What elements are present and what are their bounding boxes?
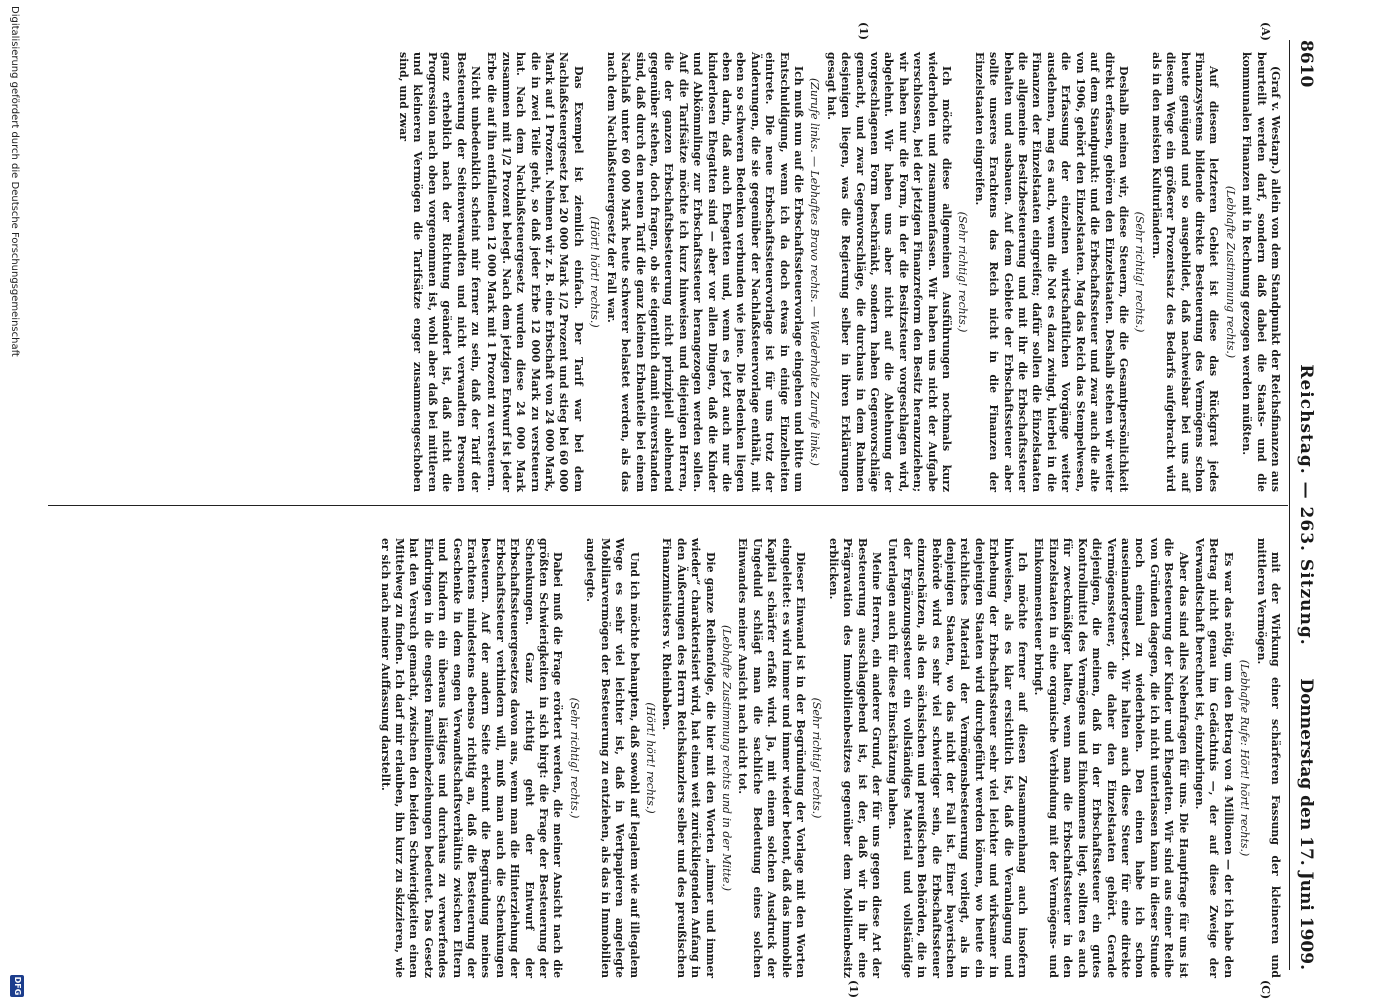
margin-marker-1-right: (1)	[847, 980, 860, 999]
interjection: (Lebhafte Rufe: Hört! hört! rechts.)	[1238, 659, 1252, 857]
interjection: (Sehr richtig! rechts.)	[567, 697, 581, 819]
page-header	[1292, 40, 1322, 970]
session-title: Reichstag. — 263. Sitzung.	[1296, 364, 1316, 646]
paragraph: Aber das sind alles Nebenfragen für uns. Die Hauptfrage für uns ist die Besteuerung der Kinder und Ehegatten. Wir sind aus einer Reihe von Gründen dagegen, die ich nicht unterlassen kann in dieser Stunde noch einmal zu wiederholen. Den einen habe ich schon auseinandergesetzt. Wir halten auch diese Steuer für eine direkte Vermögenssteuer, die daher den Einzelstaaten gehört. Gerade diejenigen, die meinen, daß in der Erbschaftssteuer ein gutes Kontrollmittel des Vermögens und Einkommens liegt, sollten es auch für zweckmäßiger halten, wenn man die Erbschaftssteuer in den Einzelstaaten in eine organische Verbindung mit der Vermögens- und Einkommensteuer bringt.	[1032, 538, 1190, 978]
page-number: 8610	[1296, 40, 1316, 88]
left-column	[394, 52, 1282, 492]
paragraph: Das Exempel ist ziemlich einfach. Der Tarif war bei dem Nachlaßsteuergesetz bei 20 000 Mark 1/2 Prozent und stieg bei 60 000 Mark auf 1 Prozent. Nehmen wir z. B. eine Erbschaft von 24 000 Mark, die in zwei Teile geht, so daß jeder Erbe 12 000 Mark zu versteuern hat. Nach dem Nachlaßsteuergesetz wurden diese 24 000 Mark zusammen mit 1/2 Prozent belegt. Nach dem jetzigen Entwurf ist jeder Erbe die auf ihn entfallenden 12 000 Mark mit 1 Prozent zu versteuern.	[485, 52, 585, 492]
interjection: (Hört! hört! rechts.)	[588, 216, 602, 328]
paragraph: Die ganze Reihenfolge, die hier mit den Worten „immer und immer wieder“ charakterisiert wird, hat einen weit zurückliegenden Anfang in den Äußerungen des Herrn Reichskanzlers selber und des preußischen Finanzministers v. Rheinbaben.	[660, 538, 717, 978]
digitization-credit	[2, 0, 30, 1000]
session-date: Donnerstag den 17. Juni 1909.	[1296, 678, 1316, 970]
paragraph: Auf diesem letzteren Gebiet ist diese das Rückgrat jedes Finanzsystems bildende direkte Besteuerung des Vermögens schon heute genügend und so ausgebildet, daß nachweisbar bei uns auf diesem Wege ein größerer Prozentsatz des Bedarfs aufgebracht wird als in den meisten Kulturländern.	[1149, 52, 1221, 492]
credit-text: Digitalisierung gefördert durch die Deutsche Forschungsgemeinschaft	[9, 6, 20, 357]
interjection: (Hört! hört! rechts.)	[643, 702, 657, 814]
paragraph: Ich möchte diese allgemeinen Ausführungen nochmals kurz wiederholen und zusammenfassen. Wir haben uns nicht der Aufgabe verschlossen, bei der jetzigen Finanzreform den Besitz heranzuziehen; wir haben nur die Form, in der die Besitzsteuer vorgeschlagen wird, abgelehnt. Wir haben uns aber nicht auf die Ablehnung der vorgeschlagenen Form beschränkt, sondern haben Gegenvorschläge gemacht, und zwar Gegenvorschläge, die durchaus in dem Rahmen desjenigen liegen, was die Regierung selber in ihren Erklärungen gesagt hat.	[824, 52, 954, 492]
interjection: (Sehr richtig! rechts.)	[810, 697, 824, 819]
interjection: (Sehr richtig! rechts.)	[1133, 211, 1147, 333]
margin-marker-c: (C)	[1259, 980, 1272, 1000]
paragraph: Meine Herren, ein anderer Grund, der für uns gegen diese Art der Besteuerung ausschlaggebend ist, ist der, daß wir in ihr eine Prägravation des Immobilienbesitzes gegenüber dem Mobilienbesitz erblicken.	[826, 538, 884, 978]
interjection: (Lebhafte Zustimmung rechts.)	[1223, 185, 1237, 359]
paragraph: Ich möchte ferner auf diesen Zusammenhang auch insofern hinweisen, als es klar ersichtlich ist, daß die Veranlagung und Erhebung der Erbschaftssteuer sehr viel leichter und wirksamer in denjenigen Staaten wird durchgeführt werden können, wo heute ein reichliches Material der Vermögensbesteuerung vorliegt, als in denjenigen Staaten, wo das nicht der Fall ist. Einer bayerischen Behörde wird es sehr viel schwieriger sein, die Erbschaftssteuer einzuschätzen, als den sächsischen und preußischen Behörden, die in der Ergänzungssteuer ein vollständiges Material und vollständige Unterlagen auch für diese Einschätzung haben.	[886, 538, 1030, 978]
dfg-logo: DFG	[10, 975, 24, 997]
paragraph: Nicht unbedenklich scheint mir ferner zu sein, daß der Tarif der Besteuerung der Seitenverwandten und nicht verwandten Personen ganz erheblich nach der Richtung geändert ist, daß nicht die Progression nach oben vorgenommen ist, wohl aber daß bei mittleren und kleineren Vermögen die Tarifsätze enger zusammengeschoben sind, und zwar	[397, 52, 483, 492]
interjection: (Sehr richtig! rechts.)	[956, 211, 970, 333]
paragraph: Ich muß nun auf die Erbschaftssteuervorlage eingehen und bitte um Entschuldigung, wenn ich da doch etwas in einige Einzelheiten eintrete. Die neue Erbschaftssteuervorlage ist für uns trotz der Änderungen, die sie gegenüber der Nachlaßsteuervorlage enthält, mit eben so schweren Bedenken verbunden wie jene. Die Bedenken liegen eben darin, daß auch Ehegatten und, wenn es jetzt auch nur die kinderlosen Ehegatten sind — aber vor allen Dingen, daß die Kinder und Abkömmlinge zur Erbschaftssteuer herangezogen werden sollen. Auf die Tarifsätze möchte ich kurz hinweisen und diejenigen Herren, die der ganzen Erbschaftsbesteuerung nicht prinzipiell ablehnend gegenüber stehen, doch fragen, ob sie eigentlich damit einverstanden sind, daß durch den neuen Tarif die ganz kleinen Erbanteile bei einem Nachlaß unter 60 000 Mark heute schwerer belastet werden, als das nach dem Nachlaßsteuergesetz der Fall war.	[604, 52, 805, 492]
paragraph: Dieser Einwand ist in der Begründung der Vorlage mit den Worten eingeleitet: es wird immer und immer wieder betont, daß das immobile Kapital schärfer erfaßt wird. Ja, mit einem solchen Ausdruck der Ungeduld schlägt man die sachliche Bedeutung eines solchen Einwandes meiner Ansicht nach nicht tot.	[736, 538, 807, 978]
interjection: (Lebhafte Zustimmung rechts und in der Mitte.)	[719, 624, 733, 892]
paragraph: Dabei muß die Frage erörtert werden, die meiner Ansicht nach die größten Schwierigkeiten in sich birgt: die Frage der Besteuerung der Schenkungen. Ganz richtig geht der Entwurf der Erbschaftssteuergesetzes davon aus, wenn man die Hinterziehung der Erbschaftssteuer verhindern will, muß man auch die Schenkungen besteuern. Auf der andern Seite erkennt die Begründung meines Erachtens mindestens ebenso richtig an, daß die Besteuerung der Geschenke in dem engen Verwandtschaftsverhältnis zwischen Eltern und Kindern ein überaus lästiges und durchaus zu verwerfendes Eindringen in die engsten Familienbeziehungen bedeutet. Das Gesetz hat den Versuch gemacht, zwischen den beiden Schwierigkeiten einen Mittelweg zu finden. Ich darf mir erlauben, ihn kurz zu skizzieren, wie er sich nach meiner Auffassung darstellt.	[378, 538, 565, 978]
header-rule	[1289, 40, 1290, 970]
paragraph: Deshalb meinen wir, diese Steuern, die die Gesamtpersönlichkeit direkt erfassen, gehören den Einzelstaaten. Deshalb stehen wir weiter auf dem Standpunkt: und die Erbschaftssteuer und zwar auch die alte von 1906, gehört den Einzelstaaten. Mag das Reich das Stempelwesen, die Erfassung der einzelnen wirtschaftlichen Vorgänge weiter ausdehnen, mag es auch, wenn die Not es dazu zwingt, hierbei in die Finanzen der Einzelstaaten eingreifen; dafür sollen die Einzelstaaten die allgemeine Besitzbesteuerung und mit ihr die Erbschaftssteuer behalten und ausbauen. Auf dem Gebiete der Erbschaftssteuer aber sollte unseres Erachtens das Reich nicht in die Finanzen der Einzelstaaten eingreifen.	[972, 52, 1130, 492]
margin-marker-1-left: (1)	[857, 22, 870, 41]
right-column	[375, 538, 1282, 978]
column-divider	[48, 505, 1288, 506]
paragraph: Es war das nötig, um den Betrag von 4 Millionen — der ich habe den Betrag nicht genau im Gedächtnis —, der auf diese Zweige der Verwandtschaft berechnet ist, einzubringen.	[1192, 538, 1235, 978]
margin-marker-a: (A)	[1259, 22, 1272, 41]
interjection: (Zurufe links. — Lebhaftes Bravo rechts. — Wiederholte Zurufe links.)	[808, 78, 822, 466]
paragraph: Und ich möchte behaupten, daß sowohl auf legalem wie auf illegalem Wege es sehr viel leichter ist, daß in Wertpapieren angelegte Mobiliarvermögen der Besteuerung zu entziehen, als das in Immobilien angelegte.	[584, 538, 641, 978]
paragraph: mit der Wirkung einer schärferen Fassung der kleineren und mittleren Vermögen.	[1254, 538, 1282, 978]
paragraph: (Graf v. Westarp.) allein von dem Standpunkt der Reichsfinanzen aus beurteilt werden darf, sondern daß dabei die Staats- und die kommunalen Finanzen mit in Rechnung gezogen werden müßten.	[1240, 52, 1282, 492]
